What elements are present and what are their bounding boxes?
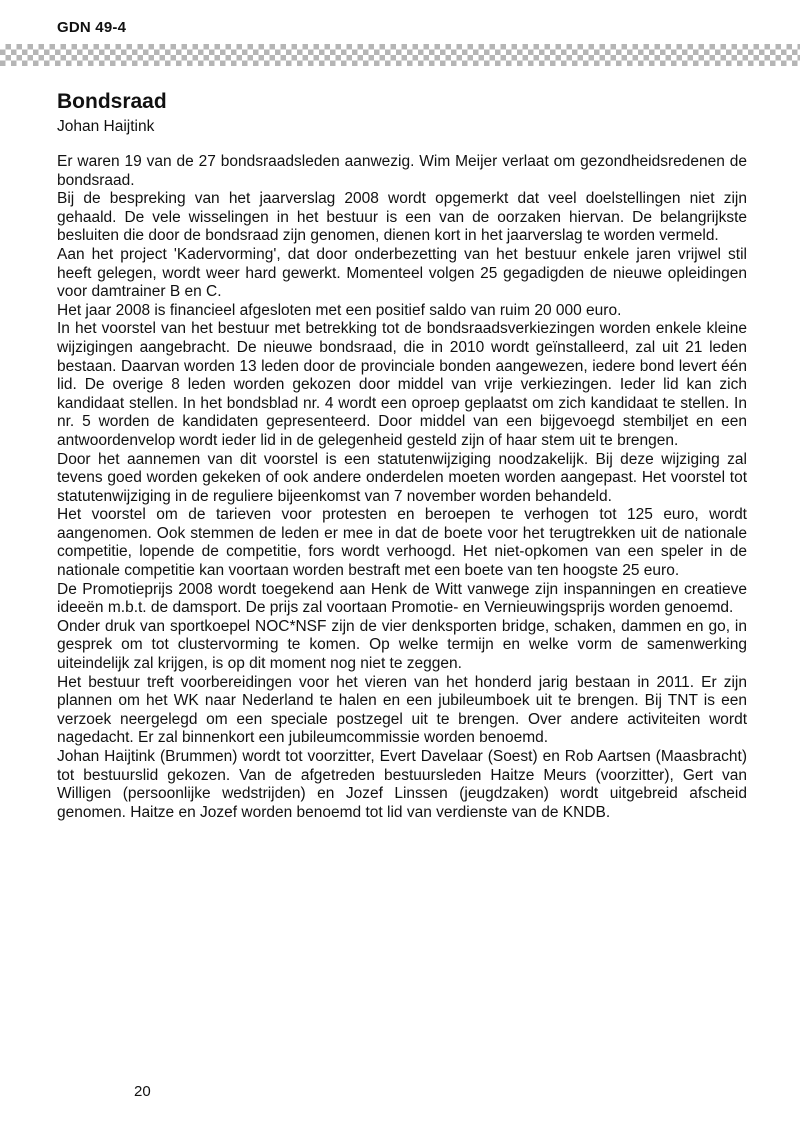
paragraph: Het bestuur treft voorbereidingen voor het vieren van het honderd jarig bestaan in 2011. Er zijn plannen om het WK naar Nederland te halen en een jubileumboek uit te brengen. Bij TNT is een verzoek neergelegd om een speciale postzegel uit te brengen. Over andere activiteiten wordt nagedacht. Er zal binnenkort een jubileumcommissie worden benoemd. (57, 673, 747, 747)
paragraph: Door het aannemen van dit voorstel is een statutenwijziging noodzakelijk. Bij deze wijziging zal tevens goed worden gekeken of ook andere onderdelen moeten worden aangepast. Het voorstel tot statutenwijziging in de reguliere bijeenkomst van 7 november worden behandeld. (57, 450, 747, 505)
paragraph: Aan het project 'Kadervorming', dat door onderbezetting van het bestuur enkele jaren vrijwel stil heeft gelegen, wordt weer hard gewerkt. Momenteel volgen 25 gegadigden de nieuwe opleidingen voor damtrainer B en C. (57, 245, 747, 301)
article-author: Johan Haijtink (57, 118, 155, 135)
paragraph: Johan Haijtink (Brummen) wordt tot voorzitter, Evert Davelaar (Soest) en Rob Aartsen (Maasbracht) tot bestuurslid gekozen. Van de afgetreden bestuursleden Haitze Meurs (voorzitter), Gert van Willigen (persoonlijke wedstrijden) en Jozef Linssen (jeugdzaken) wordt uitgebreid afscheid genomen. Haitze en Jozef worden benoemd tot lid van verdienste van de KNDB. (57, 748, 747, 821)
issue-label: GDN 49-4 (57, 19, 127, 36)
article-body (57, 153, 747, 822)
article-title: Bondsraad (57, 90, 167, 113)
paragraph: De Promotieprijs 2008 wordt toegekend aan Henk de Witt vanwege zijn inspanningen en creatieve ideeën m.b.t. de damsport. De prijs zal voortaan Promotie- en Vernieuwingsprijs worden genoemd. (57, 580, 747, 617)
paragraph: Er waren 19 van de 27 bondsraadsleden aanwezig. Wim Meijer verlaat om gezondheidsredenen de bondsraad. (57, 153, 747, 189)
paragraph: In het voorstel van het bestuur met betrekking tot de bondsraadsverkiezingen worden enkele kleine wijzigingen aangebracht. De nieuwe bondsraad, die in 2010 wordt geïnstalleerd, zal uit 21 leden bestaan. Daarvan worden 13 leden door de provinciale bonden aangewezen, iedere bond levert één lid. De overige 8 leden worden gekozen door middel van vrije verkiezingen. Ieder lid kan zich kandidaat stellen. In het bondsblad nr. 4 wordt een oproep geplaatst om zich kandidaat te stellen. In nr. 5 worden de kandidaten gepresenteerd. Door middel van een bijgevoegd stembiljet en een antwoordenvelop wordt ieder lid in de gelegenheid gesteld zijn of haar stem uit te brengen. (57, 320, 747, 449)
checkered-divider (0, 44, 800, 66)
paragraph: Bij de bespreking van het jaarverslag 2008 wordt opgemerkt dat veel doelstellingen niet zijn gehaald. De vele wisselingen in het bestuur is een van de oorzaken hiervan. De belangrijkste besluiten die door de bondsraad zijn genomen, dienen kort in het jaarverslag te worden vermeld. (57, 190, 747, 245)
paragraph: Het jaar 2008 is financieel afgesloten met een positief saldo van ruim 20 000 euro. (57, 301, 622, 319)
paragraph: Onder druk van sportkoepel NOC*NSF zijn de vier denksporten bridge, schaken, dammen en go, in gesprek om tot clustervorming te komen. Op welke termijn en welke vorm de samenwerking uiteindelijk zal krijgen, is op dit moment nog niet te zeggen. (57, 617, 747, 673)
page-number: 20 (134, 1083, 151, 1100)
paragraph: Het voorstel om de tarieven voor protesten en beroepen te verhogen tot 125 euro, wordt aangenomen. Ook stemmen de leden er mee in dat de boete voor het terugtrekken uit de nationale competitie, lopende de competitie, fors wordt verhoogd. Het niet-opkomen van een speler in de nationale competitie kan voortaan worden bestraft met een boete van ten hoogste 25 euro. (57, 506, 747, 580)
